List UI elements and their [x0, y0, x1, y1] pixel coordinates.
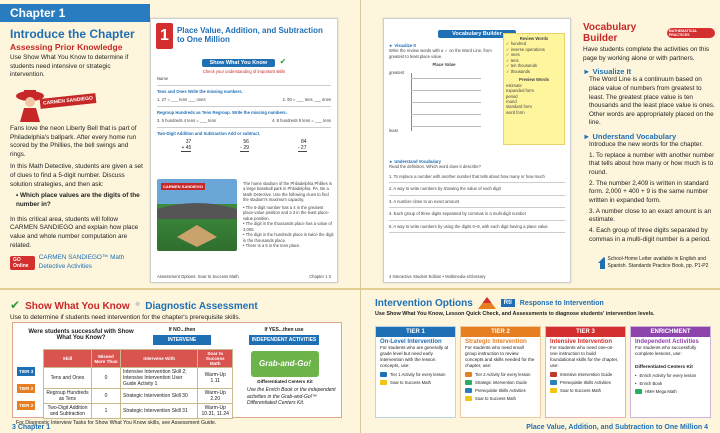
- diag-text: Use to determine if students need intervention for the chapter's prerequisite skills.: [10, 314, 241, 321]
- name-label: Name: [157, 76, 169, 82]
- tier-item: • Enrich Book: [635, 380, 663, 386]
- arith-3: 84 - 27: [297, 139, 307, 152]
- swyk-diagnostic-section: ✔ Show What You Know • Diagnostic Assessment Use to determine if students need intervention for the chapter's prerequisite skills. Were students successful with Show What You Know? If NO...then INTERVENE If YES...then use INDEPENDENT ACTIVITIES Skill Missed More Than Intervene With Soar to Success Math Tens and Ones 0 Intensive Intervention Skill 2; Intensive Intervention User Guide Activity 1 Warm-Up 1.11 Regroup Hundreds as Tens 0 Strategic Intervention Skill 30 Warm-Up 2.20 Two-Digit Addition and Subtraction 1 Strategic Intervention Skill 31 Warm-Up 10.31, 11.24 TIER 3 TIER 2 TIER 2 Grab-and-Go! Differentiated Centers Kit Use the Enrich Book or the independent activities in the Grab-and-Go!™ Differentiated Centers Kit. For Diagnostic Interview Tasks for Show What You Know skills, see Assessment Guide.: [0, 288, 360, 433]
- intro-title: Introduce the Chapter: [10, 27, 135, 41]
- stadium-image: [157, 179, 237, 251]
- arith-2: 56 - 29: [240, 139, 249, 152]
- clue-4: • There is a 5 in the tens place.: [243, 242, 301, 248]
- greatest-label: greatest: [389, 69, 405, 75]
- fans-text: Fans love the neon Liberty Bell that is part of Philadelphia's ballpark. After every home run scored by the Phillies, the bell swings and rings.: [10, 124, 137, 158]
- independent-banner: INDEPENDENT ACTIVITIES: [249, 335, 319, 345]
- arith-row: [157, 139, 331, 152]
- mini-def: 4. Each group of three digits separated by commas in a multi-digit number: [389, 211, 527, 217]
- question-text: • Which place values are the digits of the number in?: [16, 192, 140, 209]
- mini-right-footer: 4 Interactive Student Edition • Multimedia eGlossary: [389, 273, 486, 279]
- if-yes-block: If YES...then use INDEPENDENT ACTIVITIES: [249, 327, 319, 345]
- preview-word: estimate: [506, 82, 522, 88]
- swyk-title: Show What You Know: [25, 301, 130, 312]
- preview-word: expanded form: [506, 88, 534, 94]
- q4: 4. 8 hundreds 9 tens = ___ tens: [271, 118, 331, 124]
- page-footer-left: 3 Chapter 1: [12, 424, 51, 431]
- mini-def: 5. A way to write numbers by using the digits 0–9, with each digit having a place value: [389, 223, 548, 229]
- place-value-label: Place Value: [432, 62, 456, 68]
- vocab-item: 2. The number 2,409 is written in standard form. 2,000 + 400 + 9 is the same number written in expanded form.: [589, 179, 709, 204]
- tier-item: • Enrich Activity for every lesson: [635, 372, 697, 378]
- chapter-label: Chapter 1: [0, 4, 150, 22]
- mini-def: 3. A number close to an exact amount: [389, 198, 460, 204]
- review-word: ✓ tens: [506, 57, 519, 63]
- preview-word: round: [506, 98, 517, 104]
- math-detective-activities-link[interactable]: CARMEN SANDIEGO™ Math Detective Activities: [38, 254, 125, 270]
- vocab-item: 1. To replace a number with another number that tells about how many or how much is to round.: [589, 151, 715, 177]
- mini-footer: Chapter 1 3: [309, 273, 331, 279]
- tier-title: On-Level Intervention: [380, 339, 442, 345]
- table-row: Regroup Hundreds as Tens 0 Strategic Intervention Skill 30 Warm-Up 2.20: [44, 389, 233, 404]
- tier-item: Intensive Intervention Guide: [550, 372, 621, 377]
- house-icon: [597, 256, 605, 270]
- assess-link[interactable]: Assessment Options: Soar to Success Math: [157, 273, 239, 279]
- math-detective-text: In this Math Detective, students are given a set of clues to find a 5-digit number. Discuss solution strategies, and then ask:: [10, 163, 143, 188]
- intervention-title: Intervention Options: [375, 297, 473, 309]
- tier-title: Independent Activities: [635, 339, 699, 345]
- preview-word: standard form: [506, 104, 532, 110]
- two-digit-heading: Two-Digit Addition and Subtraction Add or subtract.: [157, 130, 261, 136]
- tier-label: TIER 2: [19, 386, 34, 391]
- intervene-banner: INTERVENE: [153, 335, 211, 345]
- mini-understand-block: [389, 159, 565, 236]
- if-no-block: If NO...then INTERVENE: [153, 327, 211, 345]
- mini-title: Place Value, Addition, and Subtraction to One Million: [176, 26, 323, 44]
- tier-item: Prerequisite Skills Activities: [465, 388, 536, 393]
- visualize-title: ► Visualize It: [583, 67, 632, 77]
- tens-ones-heading: Tens and Ones Write the missing numbers.: [157, 88, 243, 94]
- review-word: ✓ hundred: [506, 41, 527, 47]
- student-page-right: [383, 18, 571, 283]
- page-footer-right: Place Value, Addition, and Subtraction to One Million 4: [526, 424, 708, 431]
- carmen-badge: CARMEN SANDIEGO: [40, 93, 97, 109]
- tier-2-card: TIER 2 Strategic Intervention For students who need small group instruction to review concepts and skills needed for the chapter, use: Tier 2 Activity for every lesson Strategic Intervention Guide Prerequisite Skills Activities Soar to Success Math: [460, 326, 541, 418]
- review-word: ✓ thousands: [506, 68, 531, 74]
- review-word: ✓ ten thousands: [506, 63, 537, 69]
- visualize-text: The Word Line is a continuum based on place value of numbers from greatest to least. The greatest place value is ten thousands and the least place value is ones. Other words are appropriately placed on the line.: [589, 76, 715, 127]
- q2: 2. 90 = ___ tens ___ ones: [282, 97, 331, 103]
- rti-pyramid-icon: [478, 297, 496, 309]
- tier-text: For students who need one-on-one instruction to build foundational skills for the chapter, use:: [550, 345, 619, 368]
- least-label: least: [389, 128, 398, 134]
- right-page: [360, 0, 720, 433]
- table-row: Tens and Ones 0 Intensive Intervention Skill 2; Intensive Intervention User Guide Activity 1 Warm-Up 1.11: [44, 368, 233, 389]
- table-row: Two-Digit Addition and Subtraction 1 Strategic Intervention Skill 31 Warm-Up 10.31, 11.24: [44, 404, 233, 419]
- ballpark-caption: The home stadium of the Philadelphia Phillies is a large baseball park in Philadelphia, PA. Be a Math Detective. Use the following clues to find the stadium's maximum capacity. • The 5-digit number has a 4 in the greatest place-value position and a 3 in the least place-value position. • The digit in the thousands place has a value of 3,000. • The digit in the hundreds place is twice the digit in the thousands place. • There is a 5 in the tens place.: [243, 181, 334, 248]
- mini-vocab-title: Vocabulary Builder: [438, 30, 516, 38]
- regroup-heading: Regroup Hundreds as Tens Regroup. Write the missing numbers.: [157, 109, 287, 115]
- vb-title: Vocabulary Builder: [583, 22, 637, 44]
- diagnostic-table: [43, 349, 233, 419]
- carmen-banner: [10, 84, 145, 122]
- tier-text: For students who need small group instruction to review concepts and skills needed for the chapter, use:: [465, 345, 535, 368]
- q1: 1. 27 = ___ tens ___ ones: [157, 97, 206, 103]
- vocab-item: 4. Each group of three digits separated by commas in a multi-digit number is a period.: [589, 226, 711, 243]
- use-text: Use the Enrich Book or the independent activities in the Grab-and-Go!™ Differentiated Centers Kit.: [247, 387, 336, 406]
- mini-und-text: Read the definition. Which word does it describe?: [389, 164, 481, 170]
- tier-item: Strategic Intervention Guide: [465, 380, 536, 385]
- tier-item: Tier 2 Activity for every lesson: [465, 372, 536, 377]
- tier-item: Soar to Success Math: [465, 396, 536, 401]
- vocab-item: 3. A number close to an exact amount is an estimate.: [589, 207, 712, 224]
- tier-item: Prerequisite Skills Activities: [550, 380, 621, 385]
- tier-text: For students who successfully complete lessons, use:: [635, 345, 697, 356]
- mini-visualize: ► Visualize It: [389, 43, 416, 48]
- swyk-banner: Show What You Know: [202, 59, 276, 67]
- grab-and-go-logo: Grab-and-Go!: [251, 351, 319, 377]
- tier-item: HMH Mega Math: [635, 389, 706, 394]
- response-label: Response to Intervention: [519, 299, 604, 307]
- check-icon: ✔: [279, 57, 287, 66]
- clue-2: • The digit in the thousands place has a value of 3,000.: [243, 221, 332, 232]
- tier-text: For students who are generally at grade level but need early intervention with the lesson concepts, use:: [380, 345, 449, 368]
- tier-item: Tier 1 Activity for every lesson: [380, 372, 451, 377]
- tier-label: TIER 2: [19, 403, 34, 408]
- mp-badge: MATHEMATICAL PRACTICES: [667, 28, 715, 38]
- table-header-row: Skill Missed More Than Intervene With Soar to Success Math: [44, 350, 233, 368]
- tier-title: Intensive Intervention: [550, 339, 613, 345]
- understand-text: Introduce the new words for the chapter.: [589, 141, 704, 149]
- tier-title: Strategic Intervention: [465, 339, 527, 345]
- assess-text: Use Show What You Know to determine if students need intensive or strategic intervention.: [10, 54, 129, 79]
- word-line: [389, 70, 499, 134]
- vocab-column: [583, 22, 715, 244]
- diag-title: Diagnostic Assessment: [145, 301, 258, 312]
- grab-and-go-caption: Differentiated Centers Kit: [257, 379, 313, 384]
- tier-3-card: TIER 3 Intensive Intervention For students who need one-on-one instruction to build foundational skills for the chapter, use: Intensive Intervention Guide Prerequisite Skills Activities Soar to Success Math: [545, 326, 626, 418]
- school-home-row: [597, 256, 715, 270]
- check-icon-large: ✔: [10, 298, 21, 312]
- intervention-intro: Use Show What You Know, Lesson Quick Check, and Assessments to diagnose students' intervention levels.: [375, 311, 655, 317]
- tiers-row: [375, 326, 711, 418]
- mini-header: [151, 19, 337, 51]
- mini-vis-text: Write the review words with a ✓ on the Word Line, from greatest to least place value.: [389, 48, 492, 59]
- mini-understand: ► Understand Vocabulary: [389, 159, 442, 164]
- diagnostic-table-box: [12, 322, 342, 418]
- rti-badge: RtI: [501, 299, 515, 307]
- assess-title: Assessing Prior Knowledge: [10, 42, 123, 52]
- school-home-text: School-Home Letter available in English and Spanish. Standards Practice Book, pp. P1-P2: [607, 256, 709, 269]
- tier-item: Differentiated Centers Kit: [635, 364, 693, 370]
- footnote: For Diagnostic Interview Tasks for Show What You Know skills, see Assessment Guide.: [16, 420, 217, 426]
- q3: 3. 5 hundreds 4 tens = ___ tens: [157, 118, 217, 124]
- intervention-section: [361, 288, 720, 433]
- tier-labels: [17, 367, 35, 410]
- mini-footer-row: [157, 274, 331, 279]
- critical-text: In this critical area, students will follow CARMEN SANDIEGO and explain how place value and whole number computation are related.: [10, 215, 139, 249]
- carmen-mini-badge: CARMEN SANDIEGO: [163, 184, 204, 189]
- stadium-icon: [157, 179, 237, 251]
- mini-sub: Check your understanding of important skills: [202, 69, 286, 74]
- student-page-left: [150, 18, 338, 283]
- swyk-row: [151, 51, 337, 69]
- chapter-number-badge: 1: [156, 23, 173, 49]
- tier-item: Soar to Success Math: [380, 380, 451, 385]
- arith-1: 37 + 45: [181, 139, 192, 152]
- clue-1: • The 5-digit number has a 4 in the greatest place-value position and a 3 in the least place-value position.: [243, 204, 330, 221]
- tier-item: Soar to Success Math: [550, 388, 621, 393]
- clue-3: • The digit in the hundreds place is twice the digit in the thousands place.: [243, 232, 334, 243]
- review-word: ✓ inverse operations: [506, 46, 545, 52]
- review-title: Review Words: [519, 36, 549, 41]
- understand-title: ► Understand Vocabulary: [583, 132, 677, 142]
- preview-word: period: [506, 93, 518, 99]
- intro-column: [10, 27, 145, 272]
- tier-1-card: TIER 1 On-Level Intervention For students who are generally at grade level but need early intervention with the lesson concepts, use: Tier 1 Activity for every lesson Soar to Success Math: [375, 326, 456, 418]
- go-online-row[interactable]: [10, 254, 145, 271]
- vb-intro: Have students complete the activities on this page by working alone or with partners.: [583, 46, 710, 62]
- mini-def: 2. A way to write numbers by showing the value of each digit: [389, 186, 501, 192]
- word-box: [503, 33, 565, 145]
- success-question: Were students successful with Show What You Know?: [28, 329, 134, 341]
- tier-label: TIER 3: [19, 369, 34, 374]
- review-word: ✓ ones: [506, 52, 520, 58]
- mini-def: 1. To replace a number with another number that tells about how many or how much: [389, 173, 545, 179]
- go-online-badge[interactable]: GO Online: [10, 256, 35, 270]
- enrichment-card: ENRICHMENT Independent Activities For students who successfully complete lessons, use: Differentiated Centers Kit • Enrich Activity for every lesson • Enrich Book HMH Mega Math: [630, 326, 711, 418]
- preview-word: word form: [506, 109, 525, 115]
- preview-title: Preview Words: [519, 77, 549, 83]
